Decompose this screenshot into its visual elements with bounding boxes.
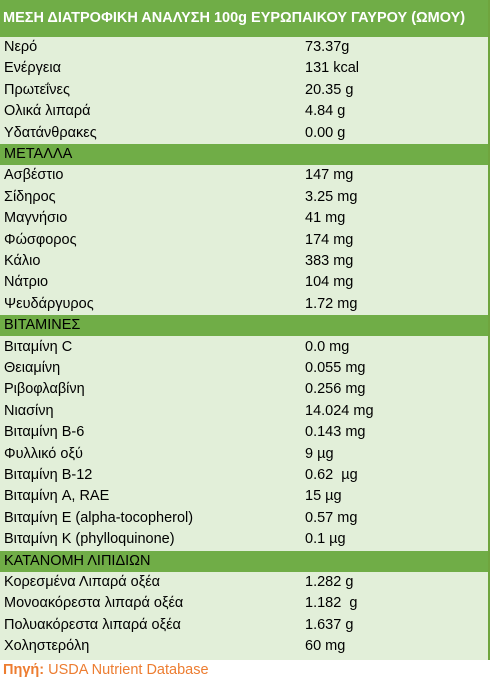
nutrient-value: 1.182 g [305, 595, 358, 612]
nutrient-value: 0.256 mg [305, 381, 366, 398]
nutrient-value: 3.25 mg [305, 188, 358, 205]
nutrient-name: Βιταμίνη K (phylloquinone) [4, 531, 175, 548]
nutrient-value: 73.37g [305, 39, 350, 55]
nutrient-name: Βιταμίνη C [4, 338, 73, 355]
nutrient-value: 0.57 mg [305, 509, 358, 526]
table-row [0, 123, 488, 144]
table-row [0, 401, 488, 422]
nutrient-name: Πολυακόρεστα λιπαρά οξέα [4, 616, 181, 633]
table-row [0, 165, 488, 186]
nutrient-value: 104 mg [305, 274, 354, 291]
nutrient-value: 4.84 g [305, 103, 346, 120]
table-row [0, 251, 488, 272]
table-row [0, 58, 488, 79]
nutrient-value: 0.00 g [305, 124, 346, 141]
section-heading-label: ΚΑΤΑΝΟΜΗ ΛΙΠΙΔΙΩΝ [4, 552, 151, 569]
nutrient-name: Κορεσμένα Λιπαρά οξέα [4, 574, 161, 590]
table-row [0, 486, 488, 507]
nutrient-name: Μαγνήσιο [4, 210, 68, 227]
nutrient-value: 1.282 g [305, 574, 354, 590]
table-row [0, 444, 488, 465]
nutrient-value: 20.35 g [305, 81, 354, 98]
nutrient-name: Βιταμίνη B-12 [4, 467, 93, 483]
nutrient-name: Νερό [4, 39, 38, 55]
nutrient-value: 131 kcal [305, 60, 360, 77]
nutrient-value: 14.024 mg [305, 402, 374, 419]
table-row [0, 37, 488, 58]
nutrient-value: 15 µg [305, 488, 342, 505]
nutrient-value: 1.72 mg [305, 295, 358, 312]
table-row [0, 272, 488, 293]
nutrient-name: Φώσφορος [4, 231, 77, 248]
nutrient-name: Νιασίνη [4, 402, 54, 419]
nutrient-value: 174 mg [305, 231, 354, 248]
nutrient-value: 383 mg [305, 253, 354, 269]
table-row [0, 529, 488, 550]
nutrient-value: 147 mg [305, 167, 354, 184]
nutrient-value: 41 mg [305, 210, 346, 227]
table-row [0, 465, 488, 486]
table-row [0, 80, 488, 101]
table-row [0, 208, 488, 229]
nutrient-name: Νάτριο [4, 274, 49, 291]
section-heading-label: ΒΙΤΑΜΙΝΕΣ [4, 317, 81, 334]
source-text: USDA Nutrient Database [48, 662, 209, 678]
nutrient-name: Μονοακόρεστα λιπαρά οξέα [4, 595, 184, 612]
nutrient-value: 9 µg [305, 445, 334, 462]
section-heading-label: ΜΕΤΑΛΛΑ [4, 146, 73, 162]
table-row [0, 379, 488, 400]
section-heading [0, 144, 488, 165]
nutrient-name: Φυλλικό οξύ [4, 445, 83, 462]
nutrient-name: Θειαμίνη [4, 360, 61, 376]
table-row [0, 593, 488, 614]
nutrient-value: 1.637 g [305, 616, 354, 633]
table-row [0, 572, 488, 593]
source-label: Πηγή: [3, 662, 45, 678]
nutrient-name: Βιταμίνη E (alpha-tocopherol) [4, 509, 194, 526]
nutrient-name: Χοληστερόλη [4, 638, 90, 655]
table-row [0, 101, 488, 122]
table-row [0, 294, 488, 315]
nutrient-name: Ολικά λιπαρά [4, 103, 91, 120]
table-row [0, 358, 488, 379]
nutrient-name: Υδατάνθρακες [4, 124, 97, 141]
section-heading [0, 315, 488, 336]
nutrient-name: Ασβέστιο [4, 167, 64, 184]
nutrient-name: Ενέργεια [4, 60, 61, 77]
nutrient-value: 60 mg [305, 638, 346, 655]
table-row [0, 636, 488, 657]
table-row [0, 422, 488, 443]
nutrient-name: Πρωτεΐνες [4, 81, 70, 98]
table-row [0, 187, 488, 208]
nutrient-name: Ψευδάργυρος [4, 295, 94, 312]
source-note [3, 660, 209, 680]
table-row [0, 230, 488, 251]
nutrient-name: Κάλιο [4, 253, 41, 269]
nutrient-value: 0.055 mg [305, 360, 366, 376]
nutrient-name: Βιταμίνη A, RAE [4, 488, 110, 505]
table-row [0, 337, 488, 358]
table-row [0, 615, 488, 636]
nutrient-value: 0.0 mg [305, 338, 350, 355]
table-title: ΜΕΣΗ ΔΙΑΤΡΟΦΙΚΗ ΑΝΑΛΥΣΗ 100g ΕΥΡΩΠΑΙΚΟΥ ΓΑΥΡΟΥ (ΩΜΟΥ) [0, 0, 488, 37]
nutrient-name: Σίδηρος [4, 188, 56, 205]
nutrient-value: 0.1 µg [305, 531, 346, 548]
section-heading [0, 551, 488, 572]
table-row [0, 508, 488, 529]
nutrient-value: 0.143 mg [305, 424, 366, 441]
nutrient-name: Βιταμίνη B-6 [4, 424, 85, 441]
nutrient-name: Ριβοφλαβίνη [4, 381, 85, 398]
nutrient-value: 0.62 µg [305, 467, 358, 483]
